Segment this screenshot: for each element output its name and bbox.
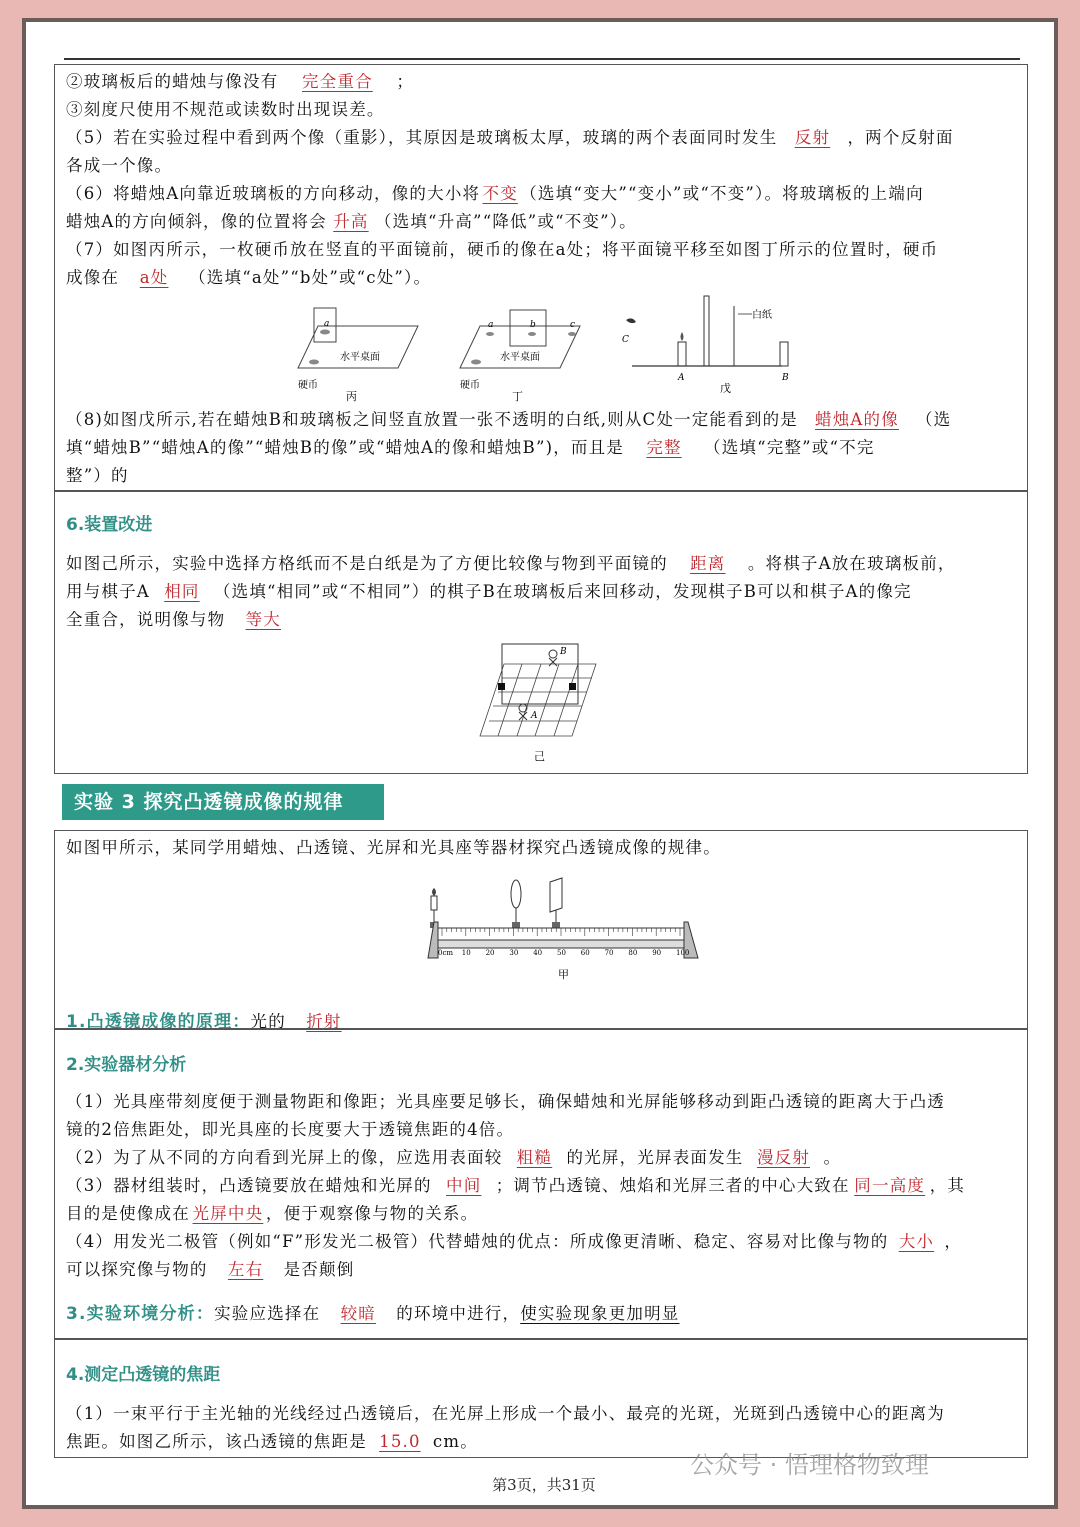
section-title: 4.测定凸透镜的焦距 [66, 1365, 221, 1385]
svg-text:A: A [678, 373, 685, 383]
svg-text:C: C [622, 335, 629, 345]
text-line: （3）器材组装时，凸透镜要放在蜡烛和光屏的 中间 ；调节凸透镜、烛焰和光屏三者的中心大致在 同一高度 ，其 [66, 1172, 1026, 1200]
ruler-tick-label: 0cm [438, 949, 454, 957]
answer-blank: 升高 [333, 212, 369, 231]
svg-text:B: B [782, 373, 789, 383]
ruler-tick-label: 100 [676, 949, 690, 957]
section-title: 6.装置改进 [66, 515, 153, 535]
svg-text:硬币: 硬币 [298, 380, 318, 391]
answer-blank: a处 [139, 268, 169, 287]
text-line: 如图己所示，实验中选择方格纸而不是白纸是为了方便比较像与物到平面镜的 距离 。将棋子A放在玻璃板前， [66, 550, 1026, 578]
figure-ji-grid [474, 640, 604, 768]
answer-blank: 较暗 [340, 1304, 376, 1323]
page-frame [22, 18, 1058, 1509]
section-title: 2.实验器材分析 [66, 1055, 187, 1075]
svg-text:甲: 甲 [558, 968, 569, 981]
text-line: （1）一束平行于主光轴的光线经过凸透镜后，在光屏上形成一个最小、最亮的光斑，光斑到凸透镜中心的距离为 [66, 1404, 945, 1423]
text-line: 蜡烛A的方向倾斜，像的位置将会 升高 （选填“升高”“降低”或“不变”）。 [66, 208, 1026, 236]
text-line: （8)如图戊所示,若在蜡烛B和玻璃板之间竖直放置一张不透明的白纸,则从C处一定能看到的是 蜡烛A的像 （选 [66, 406, 1026, 434]
answer-blank: 完全重合 [302, 72, 373, 91]
text-line: 焦距。如图乙所示，该凸透镜的焦距是 15.0 cm。 [66, 1428, 1026, 1456]
answer-blank: 左右 [227, 1260, 264, 1279]
ruler-tick-label: 50 [557, 949, 566, 957]
text-line: ③刻度尺使用不规范或读数时出现误差。 [66, 100, 385, 119]
answer-blank: 反射 [794, 128, 831, 147]
answer-blank: 距离 [690, 554, 726, 573]
ruler-tick-label: 10 [461, 949, 471, 957]
answer-blank: 15.0 [379, 1432, 421, 1451]
svg-text:b: b [530, 320, 536, 330]
svg-text:己: 己 [534, 750, 545, 763]
answer-blank: 蜡烛A的像 [815, 410, 899, 429]
answer-blank: 中间 [446, 1176, 482, 1195]
ruler-tick-label: 90 [652, 949, 662, 957]
text-line: 如图甲所示，某同学用蜡烛、凸透镜、光屏和光具座等器材探究凸透镜成像的规律。 [66, 838, 721, 857]
text-line: 镜的2倍焦距处，即光具座的长度要大于透镜焦距的4倍。 [66, 1120, 515, 1139]
header-rule [64, 58, 1020, 60]
svg-text:戊: 戊 [720, 382, 731, 395]
svg-text:B: B [560, 647, 567, 657]
ruler-tick-label: 20 [485, 949, 495, 957]
figure-wu [612, 292, 792, 402]
answer-blank: 不变 [482, 184, 518, 203]
experiment-3-title: 实验 3 探究凸透镜成像的规律 [62, 784, 384, 820]
text-line: 可以探究像与物的 左右 是否颠倒 [66, 1256, 1026, 1284]
svg-text:a: a [324, 319, 330, 329]
text-line: 全重合，说明像与物 等大 [66, 606, 1026, 634]
text-line: （1）光具座带刻度便于测量物距和像距；光具座要足够长，确保蜡烛和光屏能够移动到距凸透镜的距离大于凸透 [66, 1092, 945, 1111]
answer-blank: 光屏中央 [192, 1204, 264, 1223]
answer-blank: 漫反射 [756, 1148, 811, 1167]
section-title: 1.凸透镜成像的原理： [66, 1012, 251, 1032]
section-title: 3.实验环境分析： [66, 1304, 215, 1324]
text-line: 目的是使像成在 光屏中央 ，便于观察像与物的关系。 [66, 1200, 1026, 1228]
answer-blank: 相同 [164, 582, 200, 601]
svg-text:c: c [570, 320, 576, 330]
text-line: （4）用发光二极管（例如“F”形发光二极管）代替蜡烛的优点：所成像更清晰、稳定、容易对比像与物的 大小 ， [66, 1228, 1026, 1256]
figure-bing [288, 302, 438, 402]
text-line: （5）若在实验过程中看到两个像（重影），其原因是玻璃板太厚，玻璃的两个表面同时发生 反射 ，两个反射面 [66, 124, 1026, 152]
text-line: （6）将蜡烛A向靠近玻璃板的方向移动，像的大小将 不变 （选填“变大”“变小”或“不变”）。将玻璃板的上端向 [66, 180, 1026, 208]
svg-text:丁: 丁 [512, 390, 523, 403]
text-line: 用与棋子A 相同 （选填“相同”或“不相同”）的棋子B在玻璃板后来回移动，发现棋子B可以和棋子A的像完 [66, 578, 1026, 606]
watermark: 公众号 · 悟理格物致理 [690, 1451, 929, 1479]
answer-blank: 大小 [898, 1232, 935, 1251]
answer-blank: 完整 [646, 438, 682, 457]
answer-blank: 粗糙 [516, 1148, 553, 1167]
answer-blank: 同一高度 [854, 1176, 926, 1195]
figure-jia-optical-bench [402, 878, 690, 981]
answer-blank: 等大 [245, 610, 282, 629]
text-line: （2）为了从不同的方向看到光屏上的像，应选用表面较 粗糙 的光屏，光屏表面发生 漫反射 。 [66, 1144, 1026, 1172]
ruler-tick-label: 30 [509, 949, 519, 957]
ruler-tick-label: 80 [628, 949, 638, 957]
svg-text:硬币: 硬币 [460, 380, 480, 391]
svg-text:A: A [531, 711, 538, 721]
ruler-tick-label: 70 [604, 949, 614, 957]
text-line: （7）如图丙所示，一枚硬币放在竖直的平面镜前，硬币的像在a处；将平面镜平移至如图丁所示的位置时，硬币 [66, 240, 939, 259]
text-line: 1.凸透镜成像的原理：光的 折射 [66, 1008, 1026, 1036]
text-line: 成像在 a处 （选填“a处”“b处”或“c处”）。 [66, 264, 1026, 292]
text-line: 填“蜡烛B”“蜡烛A的像”“蜡烛B的像”或“蜡烛A的像和蜡烛B”)，而且是 完整 （选填“完整”或“不完 [66, 434, 1026, 462]
text-line: 整”）的 [66, 466, 129, 485]
svg-text:a: a [488, 320, 494, 330]
svg-text:水平桌面: 水平桌面 [340, 352, 380, 363]
svg-text:水平桌面: 水平桌面 [500, 352, 540, 363]
ruler-tick-label: 40 [533, 949, 543, 957]
text-line: ②玻璃板后的蜡烛与像没有 完全重合 ； [66, 68, 1026, 96]
svg-text:白纸: 白纸 [752, 310, 772, 321]
answer-blank: 折射 [306, 1012, 342, 1031]
svg-text:丙: 丙 [346, 390, 357, 403]
ruler-tick-label: 60 [580, 949, 590, 957]
text-line: 各成一个像。 [66, 156, 173, 175]
text-line: 3.实验环境分析：实验应选择在 较暗 的环境中进行，使实验现象更加明显 [66, 1300, 1026, 1328]
figure-ding [450, 302, 600, 402]
page-number: 第3页，共31页 [492, 1476, 596, 1494]
